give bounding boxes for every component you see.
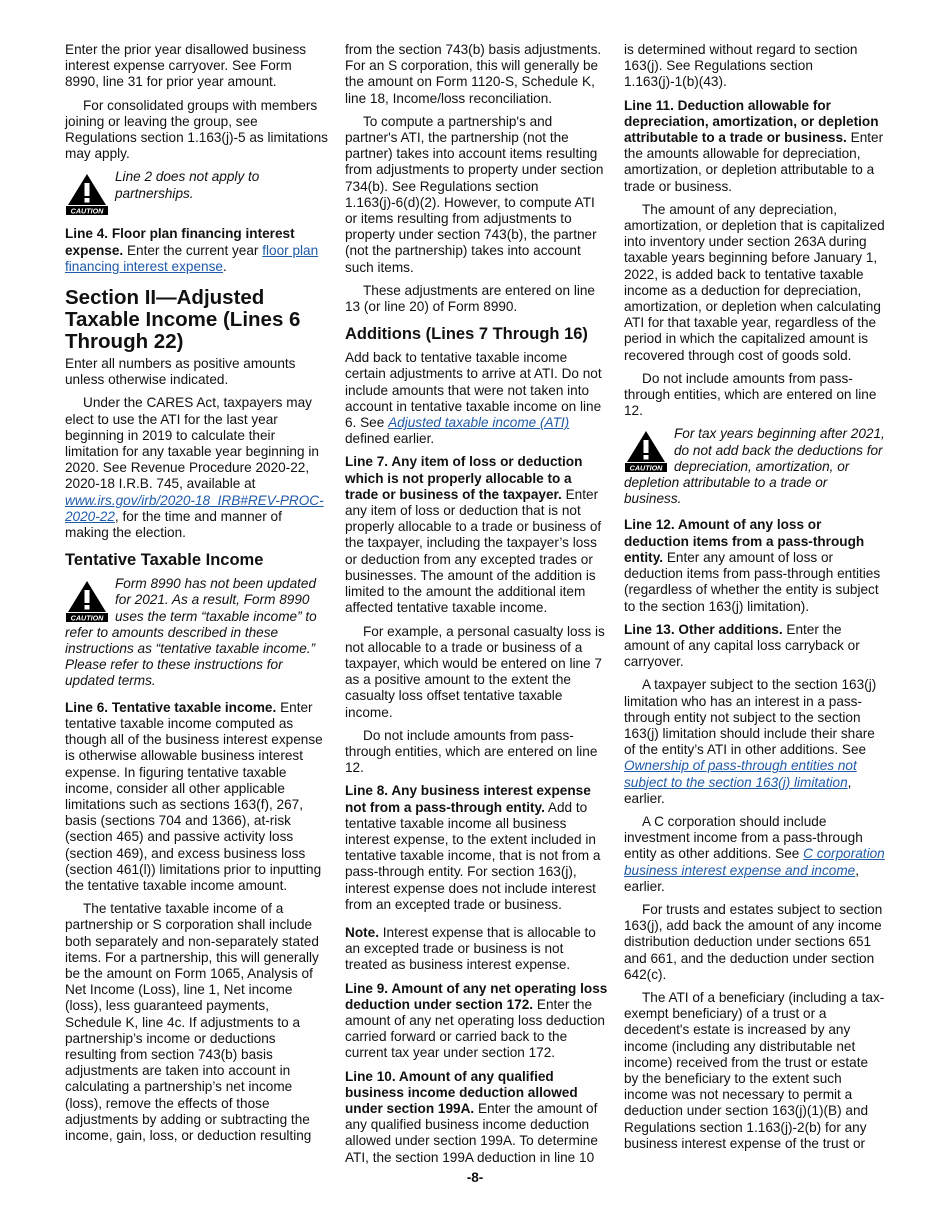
floor-plan-link[interactable]: floor plan financing interest expense	[65, 242, 319, 274]
paragraph: from the section 743(b) basis adjustments. For an S corporation, this will generally be the amount on Form 1120-S, Schedule K, line 18, Income/loss reconciliation.	[345, 42, 602, 106]
caution-icon	[65, 579, 109, 623]
paragraph: Add back to tentative taxable income certain adjustments to arrive at ATI. Do not include amounts that were not taken into account in tentative taxable income on line 6. See Adjusted taxable income (ATI) defined earlier.	[345, 350, 602, 447]
line-8-heading: Line 8. Any business interest expense not from a pass-through entity.	[345, 783, 591, 815]
line-10-heading: Line 10. Amount of any qualified business income deduction allowed under section 199A.	[345, 1068, 578, 1116]
line-6-heading: Line 6. Tentative taxable income.	[65, 699, 277, 715]
line-13-paragraph: Line 13. Other additions. Enter the amount of any capital loss carryback or carryover.	[624, 621, 860, 670]
pass-through-link[interactable]: Ownership of pass-through entities not subject to the section 163(j) limitation	[624, 758, 857, 790]
caution-text: For tax years beginning after 2021, do not add back the deductions for depreciation, amortization, or depletion attributable to a trade or business.	[624, 426, 885, 507]
line-7-paragraph: Line 7. Any item of loss or deduction which is not properly allocable to a trade or business of the taxpayer. Enter any item of loss or deduction that is not properly allocable to a trade or business of the taxpayer, including the taxpayer’s loss or deduction from any excepted trades or businesses. The amount of the addition is limited to the amount the additional item affected tentative taxable income.	[345, 454, 602, 616]
paragraph: To compute a partnership's and partner's ATI, the partnership (not the partner) takes into account items resulting from adjustments to property under section 734(b). See Regulations section 1.163(j)-6(d)(2). However, to compute ATI or items resulting from adjustments to property under section 743(b), the partner (not the partnership) takes into account such items.	[345, 113, 604, 275]
line-10-paragraph: Line 10. Amount of any qualified business income deduction allowed under section 199A. Enter the amount of any qualified business income deduction allowed under section 199A. To determine ATI, the section 199A deduction in line 10	[345, 1068, 598, 1165]
line-7-heading: Line 7. Any item of loss or deduction which is not properly allocable to a trade or business of the taxpayer.	[345, 454, 583, 502]
paragraph: A taxpayer subject to the section 163(j) limitation who has an interest in a pass-through entity not subject to the section 163(j) limitation should include their share of the entity’s ATI in other additions. See Ownership of pass-through entities not subject to the section 163(j) limitation, earlier.	[624, 677, 877, 806]
caution-note	[65, 169, 329, 216]
paragraph: For example, a personal casualty loss is not allocable to a trade or business of a taxpayer, which would be entered on line 7 as a positive amount to the extent the casualty loss offset tentative taxable income.	[345, 623, 605, 720]
column-3	[624, 42, 886, 1159]
ati-link[interactable]: Adjusted taxable income (ATI)	[388, 415, 570, 431]
line-11-paragraph: Line 11. Deduction allowable for depreciation, amortization, or depletion attributable to a trade or business. Enter the amounts allowable for depreciation, amortization, or depletion attributable to a trade or business.	[624, 97, 884, 194]
caution-text: Form 8990 has not been updated for 2021. As a result, Form 8990 uses the term “taxable income” to refer to amounts described in these instructions as “tentative taxable income.” Please refer to these instructions for updated terms.	[65, 576, 317, 689]
paragraph: A C corporation should include investment income from a pass-through entity as other additions. See C corporation business interest expense and income, earlier.	[624, 813, 885, 894]
line-9-heading: Line 9. Amount of any net operating loss deduction under section 172.	[345, 980, 608, 1012]
section-heading: Section II—Adjusted Taxable Income (Lines 6 Through 22)	[65, 286, 301, 354]
caution-label: CAUTION	[70, 613, 104, 623]
line-12-paragraph: Line 12. Amount of any loss or deduction items from a pass-through entity. Enter any amount of loss or deduction items from pass-through entities (regardless of whether the entity is subject to the section 163(j) limitation).	[624, 517, 881, 614]
caution-text: Line 2 does not apply to partnerships.	[115, 169, 260, 201]
paragraph: Do not include amounts from pass-through entities, which are entered on line 12.	[624, 370, 877, 419]
paragraph: The ATI of a beneficiary (including a tax-exempt beneficiary) of a trust or a decedent's estate is increased by any income (including any distributable net income) received from the trust or estate by the beneficiary to the extent such income was not necessary to permit a deduction under section 163(j)(1)(B) and Regulations section 1.163(j)-2(b) for any business interest expense of the trust or	[624, 989, 885, 1151]
line-4-heading: Line 4. Floor plan financing interest expense.	[65, 226, 295, 258]
paragraph: These adjustments are entered on line 13 (or line 20) of Form 8990.	[345, 282, 595, 315]
column-2	[345, 42, 608, 1173]
line-8-paragraph: Line 8. Any business interest expense not from a pass-through entity. Add to tentative taxable income all business interest expense, to the extent included in tentative taxable income, that is not from a pass-through entity. For section 163(j), interest expense does not include interest from an excepted trade or business.	[345, 783, 601, 912]
line-11-heading: Line 11. Deduction allowable for depreciation, amortization, or depletion attributable to a trade or business.	[624, 97, 879, 146]
caution-note	[65, 576, 329, 689]
irs-url-link[interactable]: www.irs.gov/irb/2020-18_IRB#REV-PROC-2020-22	[65, 492, 324, 524]
caution-label: CAUTION	[629, 463, 663, 473]
c-corp-link[interactable]: C corporation business interest expense and income	[624, 846, 885, 878]
subsection-heading: Additions (Lines 7 Through 16)	[345, 325, 588, 344]
page-number: -8-	[466, 1170, 484, 1185]
caution-icon	[624, 429, 668, 473]
line-6-paragraph: Line 6. Tentative taxable income. Enter tentative taxable income computed as though all of the business interest expense is otherwise allowable business interest expense. In figuring tentative taxable income, consider all other applicable limitations such as sections 163(f), 267, basis (sections 704 and 1366), at-risk (section 465) and passive activity loss (section 469), and excess business loss (section 461(l)) limitations prior to inputting the tentative taxable income amount.	[65, 699, 323, 893]
line-12-heading: Line 12. Amount of any loss or deduction items from a pass-through entity.	[624, 517, 865, 565]
line-9-paragraph: Line 9. Amount of any net operating loss deduction under section 172. Enter the amount of any net operating loss deduction carried forward or carried back to the current tax year under section 172.	[345, 980, 608, 1061]
note-paragraph: Note. Interest expense that is allocable to an excepted trade or business is not treated as business interest expense.	[345, 924, 596, 973]
paragraph: Under the CARES Act, taxpayers may elect to use the ATI for the last year beginning in 2019 to calculate their limitation for any taxable year beginning in 2020. See Revenue Procedure 2020-22, 2020-18 I.R.B. 745, available at www.irs.gov/irb/2020-18_IRB#REV-PROC-2020-22, for the time and manner of making the election.	[65, 395, 324, 541]
paragraph: For consolidated groups with members joining or leaving the group, see Regulations section 1.163(j)-5 as limitations may apply.	[65, 97, 328, 162]
line-4-paragraph: Line 4. Floor plan financing interest expense. Enter the current year floor plan financing interest expense.	[65, 226, 319, 274]
column-1	[65, 42, 329, 1151]
paragraph: is determined without regard to section 163(j). See Regulations section 1.163(j)-1(b)(43).	[624, 42, 858, 90]
note-heading: Note.	[345, 924, 379, 940]
subsection-heading: Tentative Taxable Income	[65, 551, 264, 570]
caution-note	[624, 426, 886, 507]
caution-icon	[65, 172, 109, 216]
paragraph: The tentative taxable income of a partnership or S corporation shall include both separately and non-separately stated items. For a partnership, this will generally be the amount on Form 1065, Analysis of Net Income (Loss), line 1, Net income (loss), less guaranteed payments, Schedule K, line 4c. If adjustments to a partnership’s income or deductions resulting from section 743(b) basis adjustments are taken into account in calculating a partnership’s net income (loss), remove the effects of those adjustments by adding or subtracting the income, gain, loss, or deduction resulting	[65, 901, 319, 1143]
caution-label: CAUTION	[70, 206, 104, 216]
paragraph: Enter all numbers as positive amounts unless otherwise indicated.	[65, 356, 296, 388]
paragraph: The amount of any depreciation, amortization, or depletion that is capitalized into inventory under section 263A during taxable years beginning before January 1, 2022, is added back to tentative taxable income as a deduction for depreciation, amortization, or depletion when calculating ATI for that taxable year, regardless of the period in which the capitalized amount is recovered through cost of goods sold.	[624, 201, 885, 363]
paragraph: Do not include amounts from pass-through entities, which are entered on line 12.	[345, 727, 598, 776]
paragraph: For trusts and estates subject to section 163(j), add back the amount of any income distribution deduction under sections 651 and 661, and the deduction under section 642(c).	[624, 901, 883, 982]
paragraph: Enter the prior year disallowed business interest expense carryover. See Form 8990, line 31 for prior year amount.	[65, 42, 307, 90]
line-13-heading: Line 13. Other additions.	[624, 621, 783, 637]
